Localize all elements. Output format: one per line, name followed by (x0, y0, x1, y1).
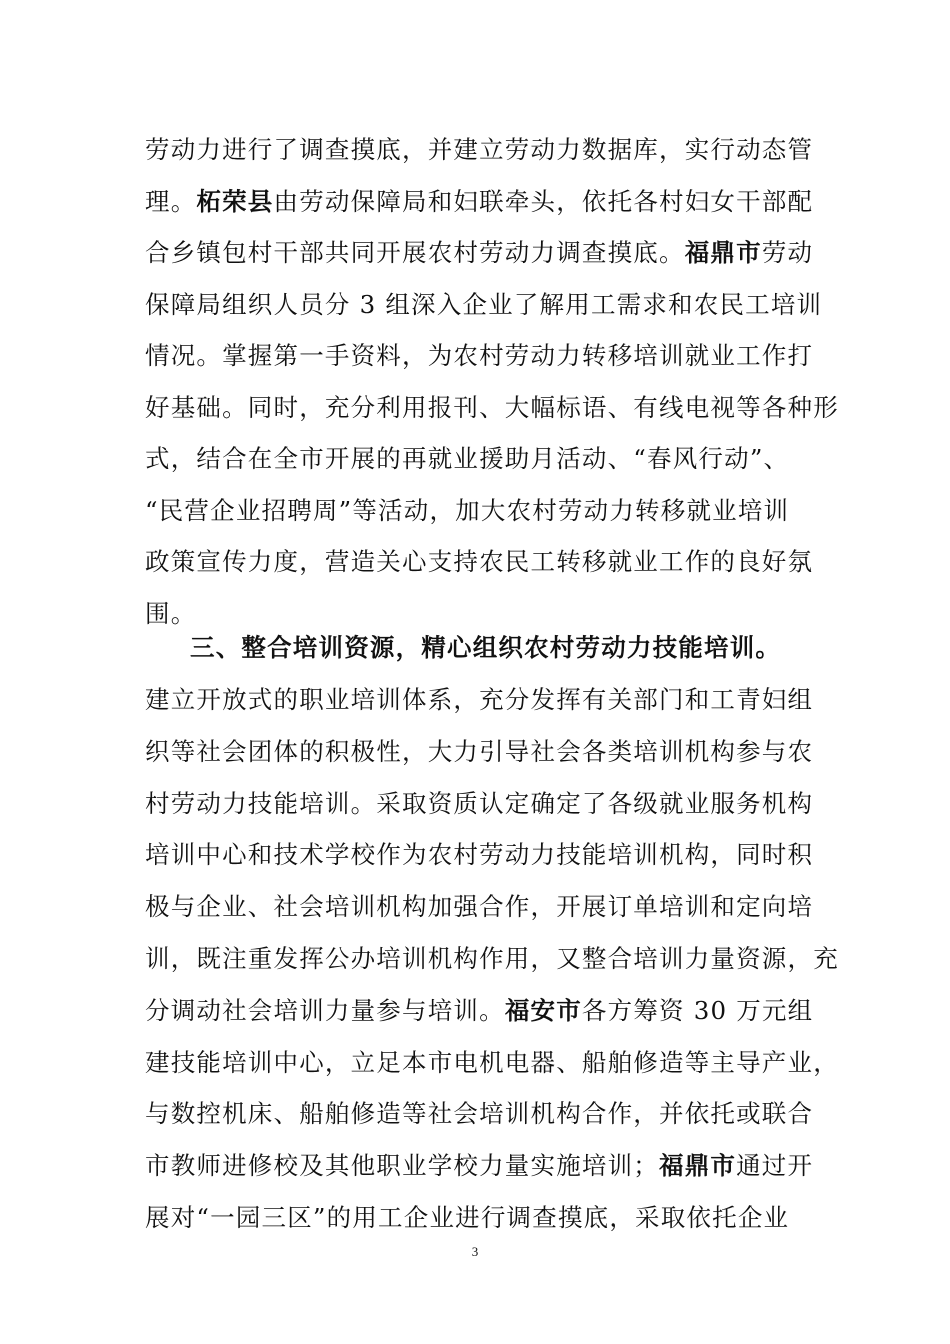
text-line: 劳动力进行了调查摸底，并建立劳动力数据库，实行动态管 (145, 135, 814, 164)
place-name: 福安市 (504, 995, 582, 1025)
text-line: 市教师进修校及其他职业学校力量实施培训；福鼎市通过开 (145, 1151, 814, 1181)
text-line: 情况。掌握第一手资料，为农村劳动力转移培训就业工作打 (145, 341, 814, 370)
text-line: 建技能培训中心，立足本市电机电器、船舶修造等主导产业， (145, 1047, 839, 1077)
text-line: “民营企业招聘周”等活动，加大农村劳动力转移就业培训 (145, 495, 790, 525)
place-name: 柘荣县 (196, 186, 274, 216)
text-line: 训，既注重发挥公办培训机构作用，又整合培训力量资源，充 (145, 944, 839, 973)
text-line: 与数控机床、船舶修造等社会培训机构合作，并依托或联合 (145, 1099, 814, 1129)
text-line: 保障局组织人员分 3 组深入企业了解用工需求和农民工培训 (145, 289, 823, 319)
text-line: 好基础。同时，充分利用报刊、大幅标语、有线电视等各种形 (145, 392, 839, 422)
text-line: 极与企业、社会培训机构加强合作，开展订单培训和定向培 (145, 892, 814, 922)
text-line: 式，结合在全市开展的再就业援助月活动、“春风行动”、 (145, 444, 790, 473)
place-name: 福鼎市 (684, 238, 762, 267)
text-line: 政策宣传力度，营造关心支持农民工转移就业工作的良好氛 (145, 547, 814, 576)
text-line: 合乡镇包村干部共同开展农村劳动力调查摸底。福鼎市劳动 (145, 238, 814, 267)
section-heading: 三、整合培训资源，精心组织农村劳动力技能培训。 (190, 633, 782, 662)
text-line: 建立开放式的职业培训体系，充分发挥有关部门和工青妇组 (145, 685, 814, 714)
text-line: 围。 (145, 598, 197, 628)
text-line: 培训中心和技术学校作为农村劳动力技能培训机构，同时积 (145, 840, 814, 870)
page-number: 3 (471, 1244, 479, 1259)
text-line: 理。柘荣县由劳动保障局和妇联牵头，依托各村妇女干部配 (145, 186, 814, 216)
place-name: 福鼎市 (659, 1151, 737, 1181)
text-line: 村劳动力技能培训。采取资质认定确定了各级就业服务机构 (145, 788, 814, 818)
text-line: 展对“一园三区”的用工企业进行调查摸底，采取依托企业 (145, 1203, 790, 1232)
text-line: 分调动社会培训力量参与培训。福安市各方筹资 30 万元组 (145, 995, 814, 1025)
text-line: 织等社会团体的积极性，大力引导社会各类培训机构参与农 (145, 736, 814, 766)
